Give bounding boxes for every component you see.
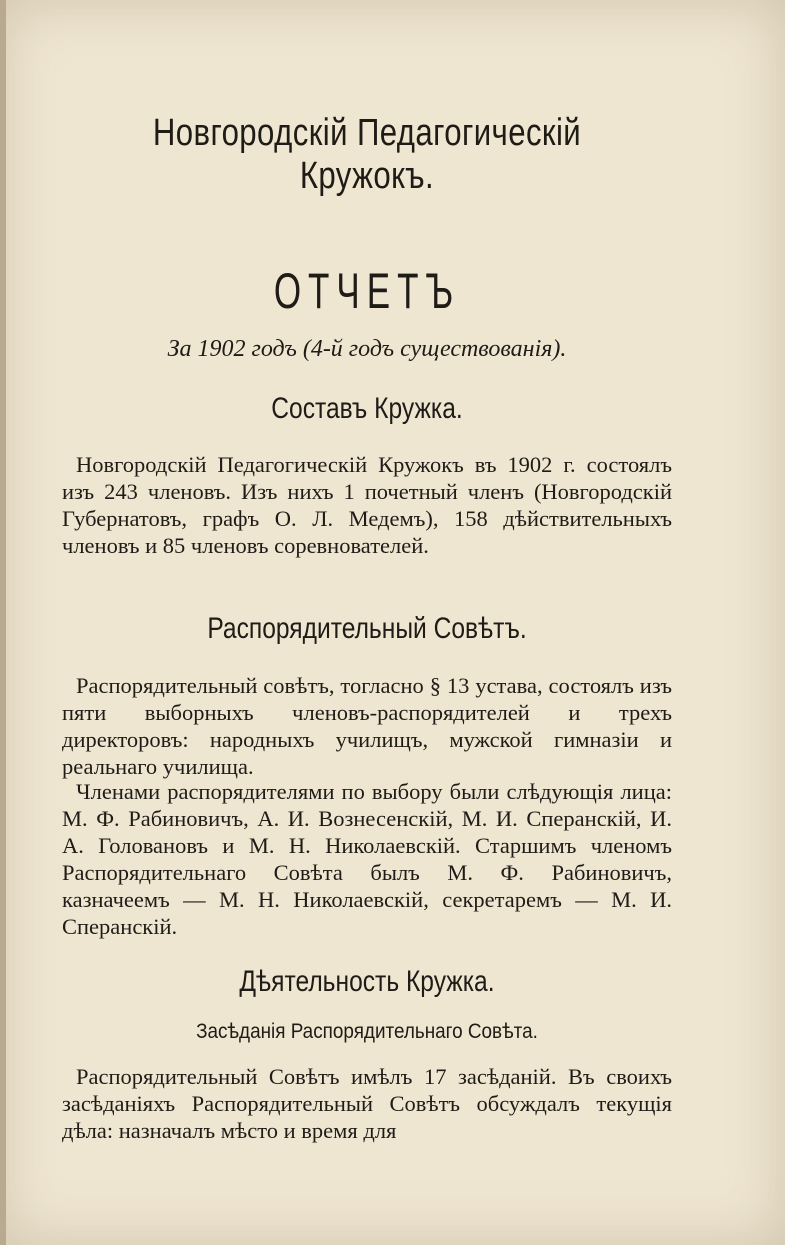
paragraph-composition: Новгородскій Педагогическій Кружокъ въ 1902 г. состоялъ изъ 243 членовъ. Изъ нихъ 1 почетный членъ (Новгородскій Губернатовъ, графъ О. Л. Медемъ), 158 дѣйствительныхъ членовъ и 85 членовъ соревнователей. bbox=[62, 452, 672, 558]
paragraph-council-2: Членами распорядителями по выбору были слѣдующія лица: М. Ф. Рабиновичъ, А. И. Вознесенскій, М. И. Сперанскій, И. А. Головановъ и М. Н. Николаевскій. Старшимъ членомъ Распорядительнаго Совѣта былъ М. Ф. Рабиновичъ, казначеемъ — М. Н. Николаевскій, секретаремъ — М. И. Сперанскій. bbox=[62, 779, 672, 939]
document-title: Новгородскій Педагогическій Кружокъ. bbox=[152, 112, 582, 197]
section-heading-composition: Составъ Кружка. bbox=[271, 392, 463, 425]
paragraph-council-1: Распорядительный совѣтъ, тогласно § 13 устава, состоялъ изъ пяти выборныхъ членовъ-распорядителей и трехъ директоровъ: народныхъ училищъ, мужской гимназіи и реальнаго училища. bbox=[62, 673, 672, 779]
report-heading: ОТЧЕТЪ bbox=[273, 263, 461, 319]
book-spine-edge bbox=[0, 0, 6, 1245]
section-heading-council: Распорядительный Совѣтъ. bbox=[207, 612, 527, 645]
report-subtitle: За 1902 годъ (4-й годъ существованія). bbox=[167, 336, 567, 362]
section-subheading-activity: Засѣданія Распорядительнаго Совѣта. bbox=[196, 1020, 538, 1043]
section-heading-activity: Дѣятельность Кружка. bbox=[239, 965, 495, 998]
paragraph-activity: Распорядительный Совѣтъ имѣлъ 17 засѣданій. Въ своихъ засѣданіяхъ Распорядительный Совѣтъ обсуждалъ текущія дѣла: назначалъ мѣсто и время для bbox=[62, 1064, 672, 1143]
